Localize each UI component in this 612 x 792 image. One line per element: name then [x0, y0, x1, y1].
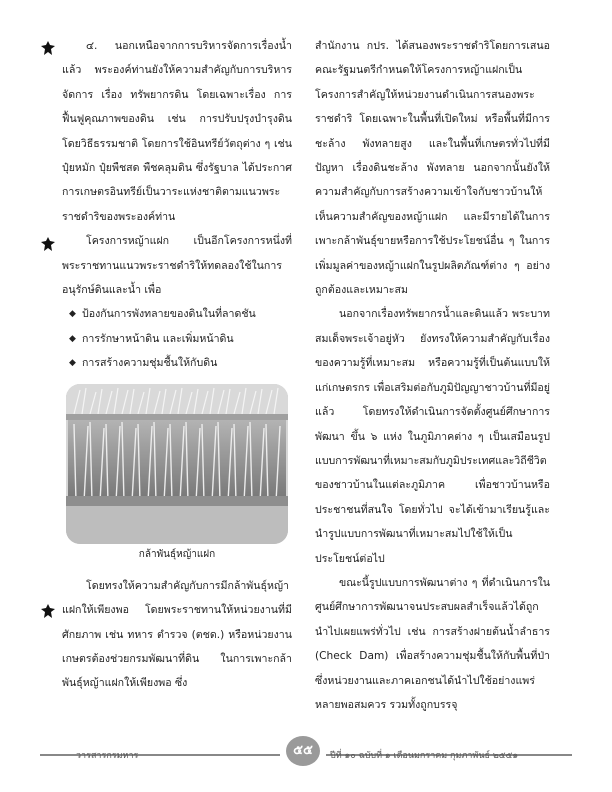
diamond-bullet-icon: ◆ [69, 358, 76, 369]
paragraph-vetiver-project: โครงการหญ้าแฝก เป็นอีกโครงการหนึ่งที่พระราชทานแนวพระราชดำริให้ทดลองใช้ในการอนุรักษ์ดินและน้ำ เพื่อ [62, 235, 292, 297]
ink-blot-icon [40, 40, 56, 56]
ink-blot-icon [40, 236, 56, 252]
page-footer [40, 744, 572, 766]
bullet-item [62, 327, 292, 351]
bullet-text: ป้องกันการพังทลายของดินในที่ลาดชัน [82, 308, 256, 321]
diamond-bullet-icon: ◆ [69, 309, 76, 320]
paragraph-check-dam: ขณะนี้รูปแบบการพัฒนาต่าง ๆ ที่ดำเนินการในศูนย์ศึกษาการพัฒนาจนประสบผลสำเร็จแล้วได้ถูกนำไปเผยแพร่ทั่วไป เช่น การสร้างฝายต้นน้ำลำธาร (Check Dam) เพื่อสร้างความชุ่มชื้นให้กับพื้นที่ป่า ซึ่งหน่วยงานและภาคเอกชนได้นำไปใช้อย่างแพร่หลายพอสมควร รวมทั้งถูกบรรจุ [315, 576, 550, 711]
bullet-text: การรักษาหน้าดิน และเพิ่มหน้าดิน [82, 332, 234, 345]
issue-info: ปีที่ ๑๐ ฉบับที่ ๑ เดือนมกราคม กุมภาพันธ์ ๒๕๕๑ [330, 751, 519, 761]
paragraph-orddb-response: สำนักงาน กปร. ได้สนองพระราชดำริโดยการเสนอคณะรัฐมนตรีกำหนดให้โครงการหญ้าแฝกเป็นโครงการสำคัญให้หน่วยงานดำเนินการสนองพระราชดำริ โดยเฉพาะในพื้นที่เปิดใหม่ หรือพื้นที่มีการชะล้าง พังทลายสูง และในพื้นที่เกษตรทั่วไปที่มีปัญหา เรื่องดินชะล้าง พังทลาย นอกจากนั้นยังให้ความสำคัญกับการสร้างความเข้าใจกับชาวบ้านให้เห็นความสำคัญของหญ้าแฝก และมีรายได้ในการเพาะกล้าพันธุ์ขายหรือการใช้ประโยชน์อื่น ๆ ในการเพิ่มมูลค่าของหญ้าแฝกในรูปผลิตภัณฑ์ต่าง ๆ อย่างถูกต้องและเหมาะสม [315, 40, 550, 297]
ink-blot-icon [40, 603, 56, 619]
diamond-bullet-icon: ◆ [69, 333, 76, 344]
left-column [62, 34, 292, 696]
bullet-item [62, 302, 292, 326]
bullet-text: การสร้างความชุ่มชื้นให้กับดิน [82, 357, 218, 370]
publication-name: วารสารกรมหาร [76, 751, 139, 761]
paragraph-knowledge-centers: นอกจากเรื่องทรัพยากรน้ำและดินแล้ว พระบาทสมเด็จพระเจ้าอยู่หัว ยังทรงให้ความสำคัญกับเรื่องของความรู้ที่เหมาะสม หรือความรู้ที่เป็นต้นแบบให้แก่เกษตรกร เพื่อเสริมต่อกับภูมิปัญญาชาวบ้านที่มีอยู่แล้ว โดยทรงให้ดำเนินการจัดตั้งศูนย์ศึกษาการพัฒนา ขึ้น ๖ แห่ง ในภูมิภาคต่าง ๆ เป็นเสมือนรูปแบบการพัฒนาที่เหมาะสมกับภูมิประเทศและวิถีชีวิตของชาวบ้านในแต่ละภูมิภาค เพื่อชาวบ้านหรือประชาชนที่สนใจ โดยทั่วไป จะได้เข้ามาเรียนรู้และนำรูปแบบการพัฒนาที่เหมาะสมไปใช้ให้เป็นประโยชน์ต่อไป [315, 308, 550, 565]
seedling-trays-illustration [66, 384, 288, 544]
paragraph-seedling-supply: โดยทรงให้ความสำคัญกับการมีกล้าพันธุ์หญ้าแฝกให้เพียงพอ โดยพระราชทานให้หน่วยงานที่มีศักยภาพ เช่น ทหาร ตำรวจ (ตชด.) หรือหน่วยงานเกษตรต้องช่วยกรมพัฒนาที่ดิน ในการเพาะกล้าพันธุ์หญ้าแฝกให้เพียงพอ ซึ่ง [62, 579, 292, 690]
bullet-item [62, 351, 292, 375]
vetiver-seedlings-photo [66, 384, 288, 544]
page-number: ๕๕ [286, 736, 320, 766]
right-column [315, 34, 550, 717]
photo-caption: กล้าพันธุ์หญ้าแฝก [138, 548, 216, 560]
paragraph-soil-management: ๔. นอกเหนือจากการบริหารจัดการเรื่องน้ำแล้ว พระองค์ท่านยังให้ความสำคัญกับการบริหารจัดการ เรื่อง ทรัพยากรดิน โดยเฉพาะเรื่อง การฟื้นฟูคุณภาพของดิน เช่น การปรับปรุงบำรุงดิน โดยวิธีธรรมชาติ โดยการใช้อินทรีย์วัตถุต่าง ๆ เช่น ปุ๋ยหมัก ปุ๋ยพืชสด พืชคลุมดิน ซึ่งรัฐบาล ได้ประกาศการเกษตรอินทรีย์เป็นวาระแห่งชาติตามแนวพระราชดำริของพระองค์ท่าน [62, 40, 292, 223]
